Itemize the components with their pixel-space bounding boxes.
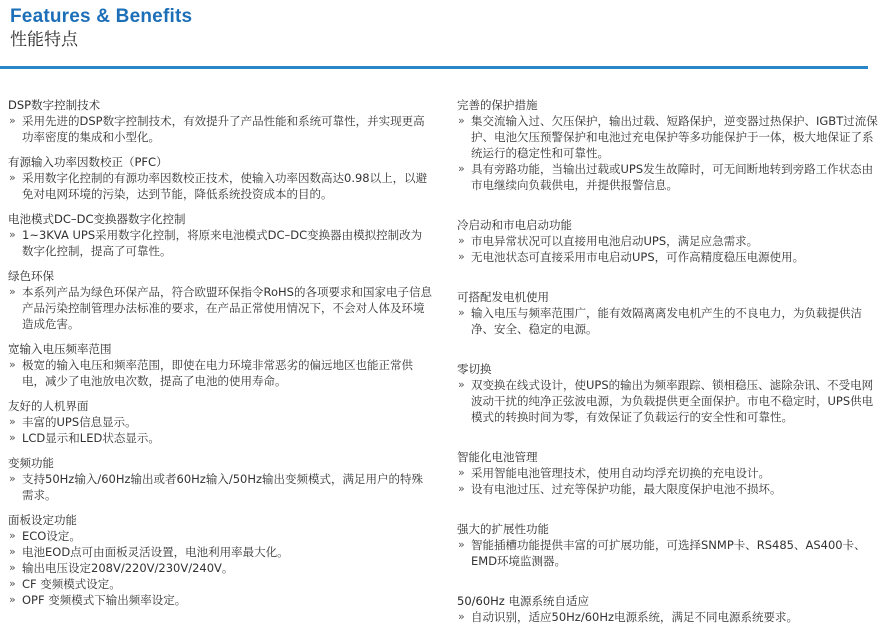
section-title: 绿色环保 <box>8 269 54 283</box>
header-divider <box>0 66 868 69</box>
right-column <box>457 97 882 625</box>
feature-section <box>8 268 433 332</box>
feature-item <box>457 161 882 193</box>
bullet-icon: » <box>458 378 465 391</box>
bullet-icon: » <box>9 529 16 542</box>
feature-item <box>8 284 433 332</box>
section-title: 零切换 <box>457 362 492 376</box>
section-title: 冷启动和市电启动功能 <box>457 218 572 232</box>
bullet-icon: » <box>9 593 16 606</box>
feature-item <box>8 113 433 145</box>
feature-section <box>457 593 882 625</box>
section-title: 电池模式DC–DC变换器数字化控制 <box>8 212 186 226</box>
feature-section <box>457 361 882 425</box>
title-chinese: 性能特点 <box>10 30 78 50</box>
item-text: 具有旁路功能，当输出过载或UPS发生故障时，可无间断地转到旁路工作状态由市电继续向负载供电，并提供报警信息。 <box>471 162 874 192</box>
bullet-icon: » <box>9 415 16 428</box>
feature-item <box>8 528 433 544</box>
bullet-icon: » <box>9 171 16 184</box>
item-text: 市电异常状况可以直接用电池启动UPS，满足应急需求。 <box>471 234 759 248</box>
section-title: 宽输入电压频率范围 <box>8 342 112 356</box>
item-text: OPF 变频模式下输出频率设定。 <box>22 593 187 607</box>
bullet-icon: » <box>458 162 465 175</box>
section-title: 变频功能 <box>8 456 54 470</box>
item-text: 集交流输入过、欠压保护，输出过载、短路保护，逆变器过热保护、IGBT过流保护、电池欠压预警保护和电池过充电保护等多功能保护于一体，极大地保证了系统运行的稳定性和可靠性。 <box>471 114 878 160</box>
bullet-icon: » <box>9 358 16 371</box>
item-text: 极宽的输入电压和频率范围，即使在电力环境非常恶劣的偏远地区也能正常供电，减少了电池放电次数，提高了电池的使用寿命。 <box>22 358 413 388</box>
feature-item <box>8 592 433 608</box>
bullet-icon: » <box>9 561 16 574</box>
feature-item <box>8 544 433 560</box>
section-title: 有源输入功率因数校正（PFC） <box>8 155 168 169</box>
section-title: 友好的人机界面 <box>8 399 89 413</box>
feature-item <box>457 481 882 497</box>
bullet-icon: » <box>9 285 16 298</box>
feature-section <box>457 449 882 497</box>
feature-item <box>457 113 882 161</box>
item-text: 输出电压设定208V/220V/230V/240V。 <box>22 561 234 575</box>
bullet-icon: » <box>9 577 16 590</box>
bullet-icon: » <box>9 114 16 127</box>
section-title: 面板设定功能 <box>8 513 77 527</box>
feature-item <box>8 576 433 592</box>
bullet-icon: » <box>458 250 465 263</box>
bullet-icon: » <box>458 610 465 623</box>
item-text: 支持50Hz输入/60Hz输出或者60Hz输入/50Hz输出变频模式，满足用户的特殊需求。 <box>22 472 424 502</box>
feature-item <box>8 170 433 202</box>
bullet-icon: » <box>9 228 16 241</box>
item-text: 设有电池过压、过充等保护功能，最大限度保护电池不损坏。 <box>471 482 782 496</box>
feature-item <box>457 377 882 425</box>
feature-section <box>8 512 433 608</box>
feature-section <box>8 97 433 145</box>
item-text: 电池EOD点可由面板灵活设置，电池利用率最大化。 <box>22 545 289 559</box>
bullet-icon: » <box>9 472 16 485</box>
feature-section <box>8 341 433 389</box>
bullet-icon: » <box>458 482 465 495</box>
item-text: 本系列产品为绿色环保产品，符合欧盟环保指令RoHS的各项要求和国家电子信息产品污染控制管理办法标准的要求，在产品正常使用情况下，不会对人体及环境造成危害。 <box>22 285 432 331</box>
feature-section <box>8 211 433 259</box>
feature-item <box>8 357 433 389</box>
page-header <box>10 6 192 51</box>
left-column <box>8 97 433 608</box>
feature-item <box>8 227 433 259</box>
feature-item <box>457 305 882 337</box>
item-text: 采用数字化控制的有源功率因数校正技术，使输入功率因数高达0.98以上，以避免对电网环境的污染，达到节能，降低系统投资成本的目的。 <box>22 171 428 201</box>
section-title: DSP数字控制技术 <box>8 98 101 112</box>
item-text: 自动识别，适应50Hz/60Hz电源系统，满足不同电源系统要求。 <box>471 610 799 624</box>
feature-item <box>457 537 882 569</box>
feature-item <box>457 465 882 481</box>
feature-section <box>457 521 882 569</box>
item-text: 丰富的UPS信息显示。 <box>22 415 137 429</box>
feature-item <box>8 430 433 446</box>
bullet-icon: » <box>458 466 465 479</box>
item-text: 智能插槽功能提供丰富的可扩展功能，可选择SNMP卡、RS485、AS400卡、EMD环境监测器。 <box>471 538 866 568</box>
bullet-icon: » <box>458 234 465 247</box>
section-title: 完善的保护措施 <box>457 98 538 112</box>
item-text: ECO设定。 <box>22 529 81 543</box>
item-text: 采用智能电池管理技术，使用自动均浮充切换的充电设计。 <box>471 466 770 480</box>
section-title: 可搭配发电机使用 <box>457 290 549 304</box>
item-text: 无电池状态可直接采用市电启动UPS，可作高精度稳压电源使用。 <box>471 250 805 264</box>
title-english: Features & Benefits <box>10 6 193 27</box>
feature-section <box>8 398 433 446</box>
item-text: CF 变频模式设定。 <box>22 577 121 591</box>
feature-item <box>8 471 433 503</box>
feature-item <box>8 414 433 430</box>
section-title: 智能化电池管理 <box>457 450 538 464</box>
section-title: 强大的扩展性功能 <box>457 522 549 536</box>
feature-section <box>457 289 882 337</box>
feature-section <box>8 154 433 202</box>
bullet-icon: » <box>458 538 465 551</box>
item-text: 1~3KVA UPS采用数字化控制，将原来电池模式DC–DC变换器由模拟控制改为数字化控制，提高了可靠性。 <box>22 228 423 258</box>
bullet-icon: » <box>458 114 465 127</box>
item-text: 采用先进的DSP数字控制技术，有效提升了产品性能和系统可靠性，并实现更高功率密度的集成和小型化。 <box>22 114 425 144</box>
feature-section <box>457 217 882 265</box>
feature-item <box>457 233 882 249</box>
bullet-icon: » <box>458 306 465 319</box>
feature-section <box>457 97 882 193</box>
item-text: LCD显示和LED状态显示。 <box>22 431 160 445</box>
section-title: 50/60Hz 电源系统自适应 <box>457 594 589 608</box>
feature-item <box>457 609 882 625</box>
feature-section <box>8 455 433 503</box>
feature-item <box>457 249 882 265</box>
item-text: 双变换在线式设计，使UPS的输出为频率跟踪、锁相稳压、滤除杂讯、不受电网波动干扰的纯净正弦波电源，为负载提供更全面保护。市电不稳定时，UPS供电模式的转换时间为零，有效保证了负载运行的安全性和可靠性。 <box>471 378 874 424</box>
feature-item <box>8 560 433 576</box>
item-text: 输入电压与频率范围广，能有效隔离离发电机产生的不良电力，为负载提供洁净、安全、稳定的电源。 <box>471 306 862 336</box>
bullet-icon: » <box>9 545 16 558</box>
bullet-icon: » <box>9 431 16 444</box>
